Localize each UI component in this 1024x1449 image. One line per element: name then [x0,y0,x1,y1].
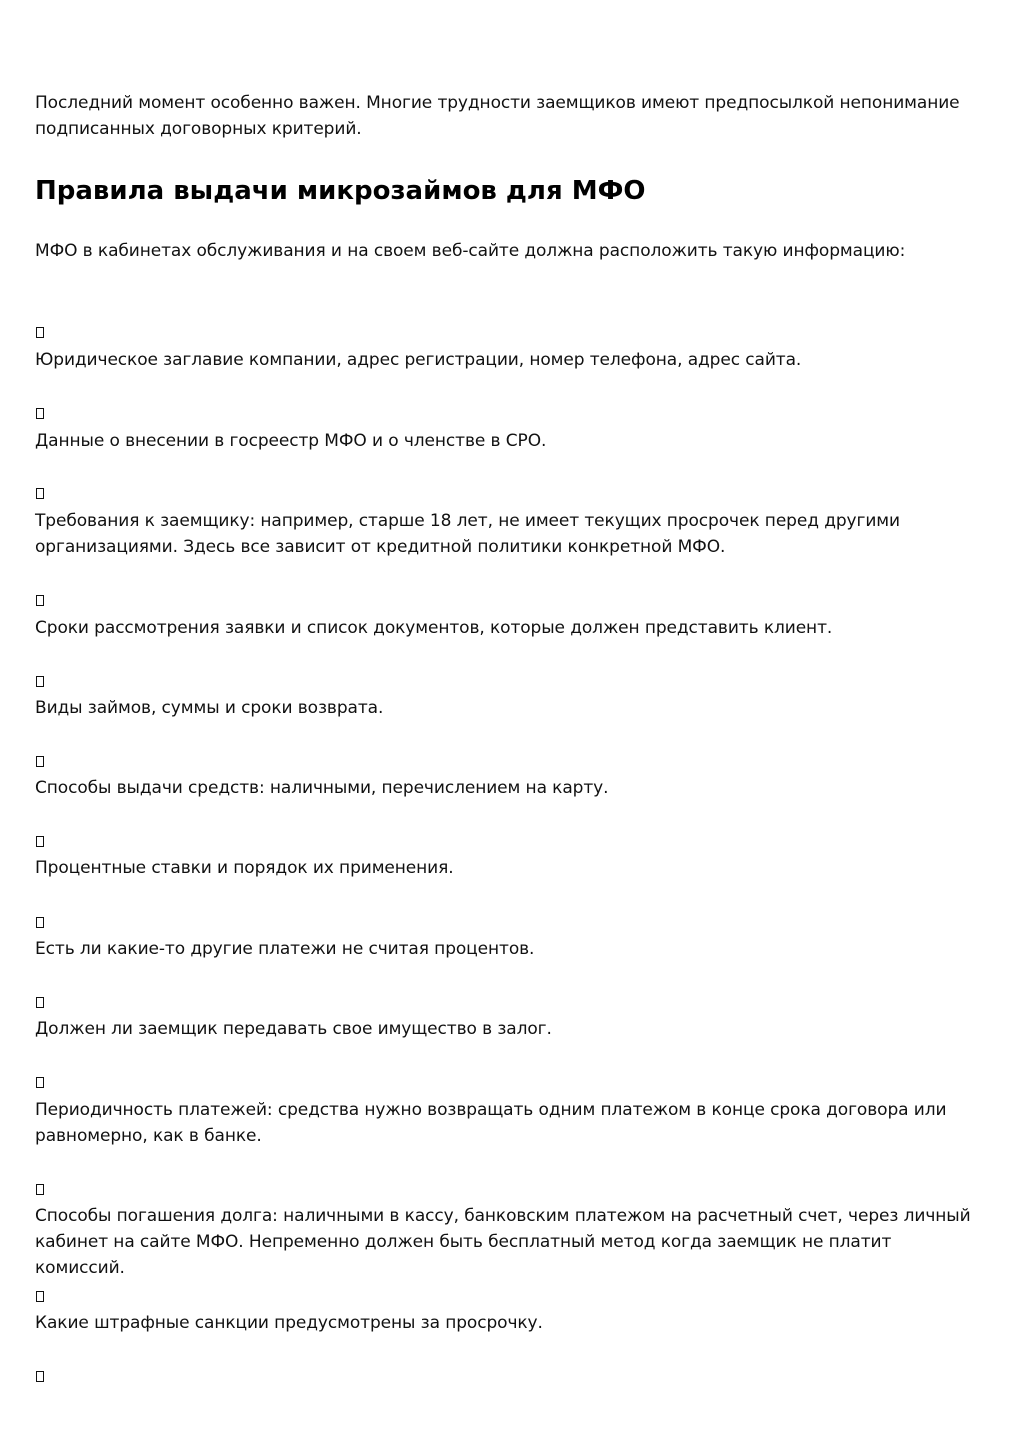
bullet-box-icon [36,595,44,606]
bullet-box-icon [36,917,44,928]
list-item: Периодичность платежей: средства нужно возвращать одним платежом в конце срока договора или равномерно, как в банке. [35,1100,947,1146]
list-item: Процентные ставки и порядок их применения. [35,858,454,878]
intro-paragraph: Последний момент особенно важен. Многие трудности заемщиков имеют предпосылкой непонимание подписанных договорных критерий. [35,93,960,139]
bullet-box-icon [36,756,44,767]
lead-paragraph: МФО в кабинетах обслуживания и на своем веб-сайте должна расположить такую информацию: [35,241,906,261]
section-heading: Правила выдачи микрозаймов для МФО [35,176,646,206]
bullet-box-icon [36,997,44,1008]
bullet-box-icon [36,1291,44,1302]
list-item: Требования к заемщику: например, старше 18 лет, не имеет текущих просрочек перед другими организациями. Здесь все зависит от кредитной политики конкретной МФО. [35,511,900,557]
list-item: Юридическое заглавие компании, адрес регистрации, номер телефона, адрес сайта. [35,350,802,370]
list-item: Виды займов, суммы и сроки возврата. [35,698,384,718]
bullet-box-icon [36,1184,44,1195]
list-item: Сроки рассмотрения заявки и список документов, которые должен представить клиент. [35,618,833,638]
list-item: Способы погашения долга: наличными в кассу, банковским платежом на расчетный счет, через личный кабинет на сайте МФО. Непременно должен быть бесплатный метод когда заемщик не платит комиссий. [35,1206,971,1278]
bullet-box-icon [36,1371,44,1382]
list-item: Должен ли заемщик передавать свое имущество в залог. [35,1019,552,1039]
list-item: Какие штрафные санкции предусмотрены за просрочку. [35,1313,543,1333]
bullet-box-icon [36,676,44,687]
bullet-box-icon [36,836,44,847]
bullet-box-icon [36,1077,44,1088]
bullet-box-icon [36,488,44,499]
bullet-box-icon [36,408,44,419]
bullet-box-icon [36,327,44,338]
list-item: Есть ли какие-то другие платежи не считая процентов. [35,939,535,959]
list-item: Данные о внесении в госреестр МФО и о членстве в СРО. [35,431,547,451]
list-item: Способы выдачи средств: наличными, перечислением на карту. [35,778,609,798]
